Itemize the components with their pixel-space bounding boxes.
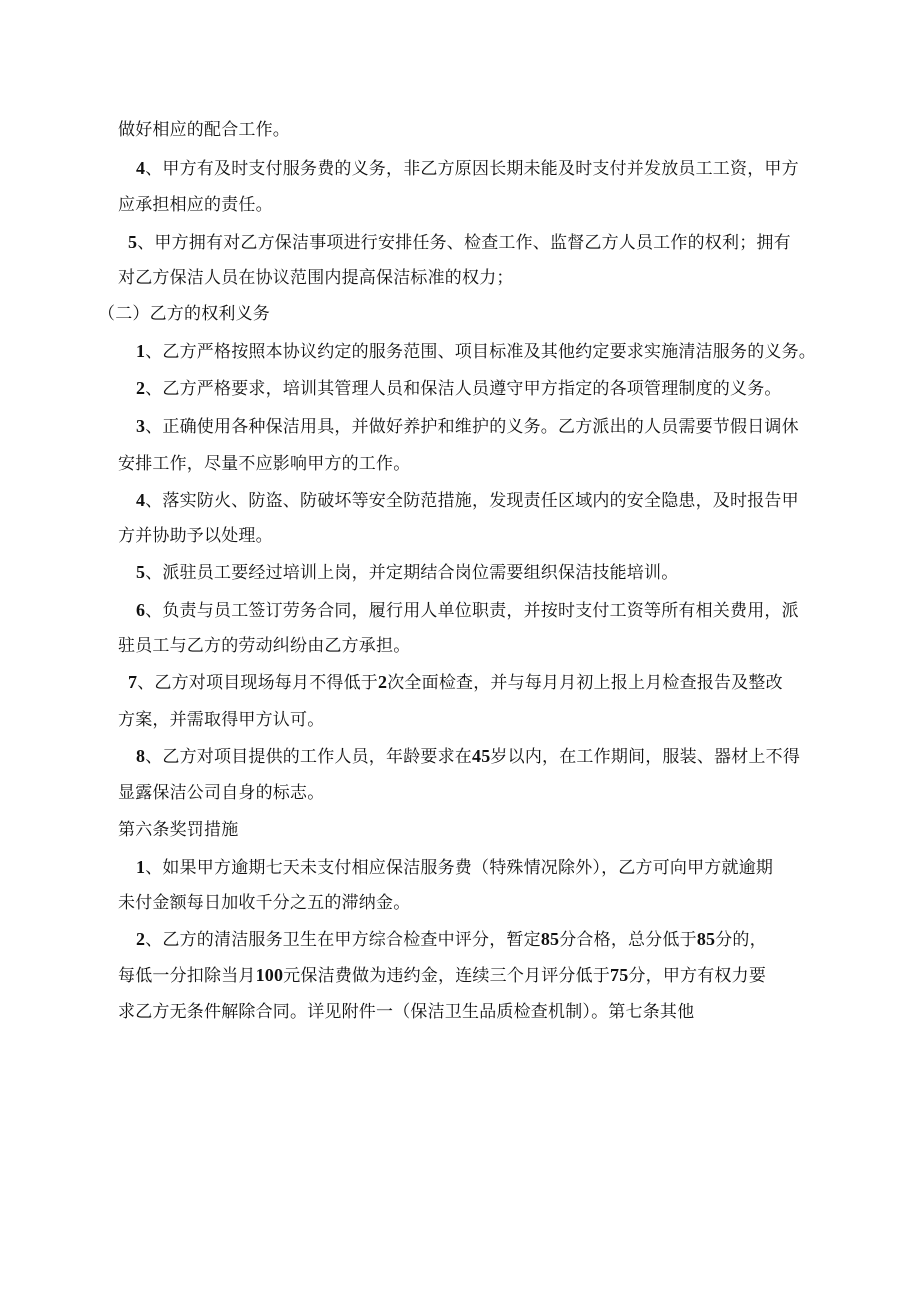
list-item: 4、甲方有及时支付服务费的义务，非乙方原因长期未能及时支付并发放员工工资，甲方: [136, 158, 799, 179]
list-item: 5、甲方拥有对乙方保洁事项进行安排任务、检查工作、监督乙方人员工作的权利；拥有: [128, 232, 791, 253]
article-heading: 第六条奖罚措施: [118, 820, 239, 840]
text-line: 显露保洁公司自身的标志。: [118, 783, 325, 803]
list-item: 5、派驻员工要经过培训上岗，并定期结合岗位需要组织保洁技能培训。: [136, 562, 679, 583]
text-line: 做好相应的配合工作。: [118, 120, 290, 140]
section-heading: （二）乙方的权利义务: [98, 304, 270, 324]
text-line: 每低一分扣除当月100元保洁费做为违约金，连续三个月评分低于75分，甲方有权力要: [118, 965, 767, 986]
list-item: 6、负责与员工签订劳务合同，履行用人单位职责，并按时支付工资等所有相关费用，派: [136, 600, 799, 621]
text-line: 应承担相应的责任。: [118, 195, 273, 215]
text-line: 求乙方无条件解除合同。详见附件一（保洁卫生品质检查机制）。第七条其他: [118, 1002, 695, 1022]
list-item: 1、乙方严格按照本协议约定的服务范围、项目标准及其他约定要求实施清洁服务的义务。: [136, 341, 817, 362]
list-item: 2、乙方严格要求，培训其管理人员和保洁人员遵守甲方指定的各项管理制度的义务。: [136, 378, 782, 399]
text-line: 驻员工与乙方的劳动纠纷由乙方承担。: [118, 636, 411, 656]
text-line: 未付金额每日加收千分之五的滞纳金。: [118, 893, 411, 913]
list-item: 8、乙方对项目提供的工作人员，年龄要求在45岁以内，在工作期间，服装、器材上不得: [136, 746, 801, 767]
text-line: 安排工作，尽量不应影响甲方的工作。: [118, 454, 411, 474]
list-item: 1、如果甲方逾期七天未支付相应保洁服务费（特殊情况除外），乙方可向甲方就逾期: [136, 857, 774, 878]
list-item: 3、正确使用各种保洁用具，并做好养护和维护的义务。乙方派出的人员需要节假日调休: [136, 416, 799, 437]
text-line: 方案，并需取得甲方认可。: [118, 710, 325, 730]
list-item: 2、乙方的清洁服务卫生在甲方综合检查中评分，暂定85分合格，总分低于85分的，: [136, 929, 767, 950]
list-item: 7、乙方对项目现场每月不得低于2次全面检查，并与每月月初上报上月检查报告及整改: [128, 672, 783, 693]
text-line: 方并协助予以处理。: [118, 526, 273, 546]
text-line: 对乙方保洁人员在协议范围内提高保洁标准的权力；: [118, 268, 514, 288]
list-item: 4、落实防火、防盗、防破坏等安全防范措施，发现责任区域内的安全隐患，及时报告甲: [136, 490, 799, 511]
